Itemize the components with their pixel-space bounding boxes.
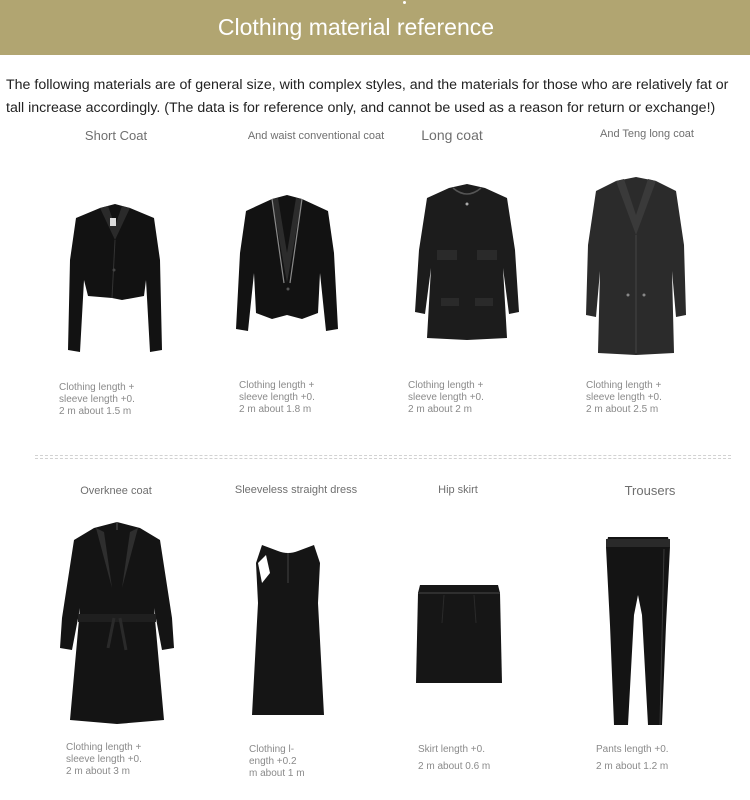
- item-label-long-coat: Long coat: [421, 127, 483, 143]
- item-desc-trousers: Pants length +0. 2 m about 1.2 m: [596, 744, 669, 772]
- item-desc-long-coat: Clothing length + sleeve length +0. 2 m about 2 m: [408, 380, 484, 415]
- short-coat-icon: [62, 200, 168, 355]
- hip-skirt-icon: [414, 583, 504, 687]
- overknee-coat-icon: [56, 518, 178, 726]
- item-label-sleeveless-dress: Sleeveless straight dress: [234, 484, 358, 496]
- long-coat-icon: [411, 180, 523, 342]
- page-header: [0, 0, 750, 55]
- item-label-hip-skirt: Hip skirt: [438, 484, 478, 496]
- item-label-waist-coat: And waist conventional coat: [247, 130, 385, 142]
- sleeveless-dress-icon: [248, 543, 328, 718]
- waist-coat-icon: [232, 193, 342, 335]
- section-divider: [35, 455, 731, 459]
- item-desc-sleeveless-dress: Clothing l- ength +0.2 m about 1 m: [249, 744, 305, 779]
- trousers-icon: [604, 535, 672, 729]
- header-dot: [403, 1, 406, 4]
- item-label-trousers: Trousers: [624, 483, 676, 498]
- item-desc-hip-skirt: Skirt length +0. 2 m about 0.6 m: [418, 744, 491, 772]
- item-label-teng-long-coat: And Teng long coat: [600, 128, 694, 140]
- intro-text: The following materials are of general size, with complex styles, and the materials for those who are relatively fat or tall increase accordingly. (The data is for reference only, and cannot be used as a reason for return or exchange!): [6, 77, 729, 116]
- page-title: Clothing material reference: [217, 14, 495, 40]
- item-desc-waist-coat: Clothing length + sleeve length +0. 2 m about 1.8 m: [239, 380, 315, 415]
- item-desc-short-coat: Clothing length + sleeve length +0. 2 m about 1.5 m: [59, 382, 135, 417]
- item-label-short-coat: Short Coat: [84, 128, 148, 143]
- item-desc-teng-long-coat: Clothing length + sleeve length +0. 2 m about 2.5 m: [586, 380, 662, 415]
- item-label-overknee-coat: Overknee coat: [80, 485, 152, 497]
- teng-long-coat-icon: [584, 175, 688, 357]
- item-desc-overknee-coat: Clothing length + sleeve length +0. 2 m about 3 m: [66, 742, 142, 777]
